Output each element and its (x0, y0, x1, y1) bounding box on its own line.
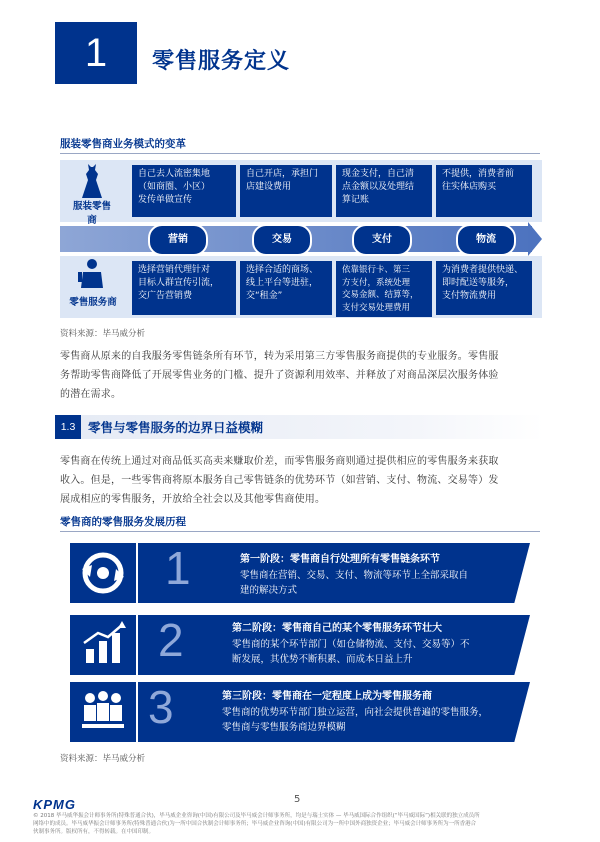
subsection-number: 1.3 (55, 415, 81, 439)
stage2-text: 零售商的某个环节部门（如仓储物流、支付、交易等）不 断发展，其优势不断积累、而成本日益上升 (232, 639, 470, 665)
stage-logistics: 物流 (456, 224, 516, 256)
service-provider-icon (78, 258, 106, 290)
stage3-title: 第三阶段：零售商在一定程度上成为零售服务商 (222, 691, 432, 702)
stage1-text: 零售商在营销、交易、支付、物流等环节上全部采取自 建的解决方式 (240, 570, 469, 596)
paragraph-intro: 零售商从原来的自我服务零售链条所有环节，转为采用第三方零售服务商提供的专业服务。零售服 务帮助零售商降低了开展零售业务的门槛、提升了资源利用效率、并释放了对商品深层次服务体验 的潜在需求。 (60, 351, 499, 400)
stage1-number: 1 (165, 542, 191, 594)
cycle-icon (70, 543, 136, 603)
bottom-row-label: 零售服务商 (69, 297, 117, 308)
growth-bars-icon (70, 615, 136, 675)
people-group-icon (70, 682, 136, 742)
copyright-footer: © 2018 毕马威华振会计师事务所(特殊普通合伙)，毕马威企业咨询(中国)有限公司及毕马威会计师事务所，均是与瑞士实体 — 毕马威国际合作组织(“毕马威国际”)相关联的独立成员所 网络中的成员。毕马威华振会计师事务所(特殊普通合伙)为一所中国合伙制会计师事务所；毕马威企业咨询(中国)有限公司为一所中国外商独资企业；毕马威会计师事务所为一所香港合 伙制事务所。版权所有，不得转载。在中国印制。 (33, 813, 480, 835)
bottom-cell-payment: 依靠银行卡、第三 方支付，系统处理 交易金额、结算等， 支付交易处理费用 (336, 261, 432, 317)
stage-payment: 支付 (352, 224, 412, 256)
history-title: 零售商的零售服务发展历程 (60, 516, 186, 528)
stage1-icon-box (70, 543, 136, 603)
arrow-head-icon (528, 222, 542, 256)
stage2-icon-box (70, 615, 136, 675)
page-number: 5 (294, 794, 301, 805)
stage1-title: 第一阶段：零售商自行处理所有零售链条环节 (240, 554, 440, 565)
subsection-title: 零售与零售服务的边界日益模糊 (88, 420, 264, 435)
section-title: 零售服务定义 (152, 49, 291, 74)
history-source: 资料来源：毕马威分析 (60, 754, 146, 764)
stage2-title: 第二阶段：零售商自己的某个零售服务环节壮大 (232, 623, 442, 634)
diagram-divider (60, 153, 540, 154)
bottom-cell-marketing: 选择营销代理针对 目标人群宣传引流， 交广告营销费 (132, 261, 236, 315)
stage-transaction: 交易 (252, 224, 312, 256)
dress-icon (80, 164, 104, 198)
business-model-diagram (60, 160, 542, 320)
diagram-source: 资料来源：毕马威分析 (60, 329, 146, 339)
top-cell-payment: 现金支付，自己清 点金额以及处理结 算记账 (336, 165, 432, 217)
diagram-title: 服装零售商业务模式的变革 (60, 138, 186, 150)
top-cell-logistics: 不提供，消费者前 往实体店购买 (436, 165, 532, 217)
stage3-text: 零售商的优势环节部门独立运营，向社会提供普遍的零售服务， 零售商与零售服务商边界模糊 (222, 707, 489, 733)
history-divider (60, 531, 540, 532)
section-number: 1 (55, 22, 137, 84)
stage-marketing: 营销 (148, 224, 208, 256)
stage3-number: 3 (148, 681, 174, 733)
top-cell-transaction: 自己开店，承担门 店建设费用 (240, 165, 332, 217)
top-row-label: 服装零售 商 (72, 201, 111, 226)
kpmg-logo: KPMG (33, 797, 76, 812)
top-cell-marketing: 自己去人流密集地 （如商圈、小区） 发传单做宣传 (132, 165, 236, 217)
stage3-icon-box (70, 682, 136, 742)
stage2-number: 2 (158, 614, 184, 666)
paragraph-boundary: 零售商在传统上通过对商品低买高卖来赚取价差，而零售服务商则通过提供相应的零售服务来获取 收入。但是，一些零售商将原本服务自己零售链条的优势环节（如营销、支付、物流、交易等）发 展成相应的零售服务，开放给全社会以及其他零售商使用。 (60, 456, 499, 505)
bottom-cell-logistics: 为消费者提供快递、 即时配送等服务， 支付物流费用 (436, 261, 532, 315)
bottom-cell-transaction: 选择合适的商场、 线上平台等进驻， 交“租金” (240, 261, 332, 315)
